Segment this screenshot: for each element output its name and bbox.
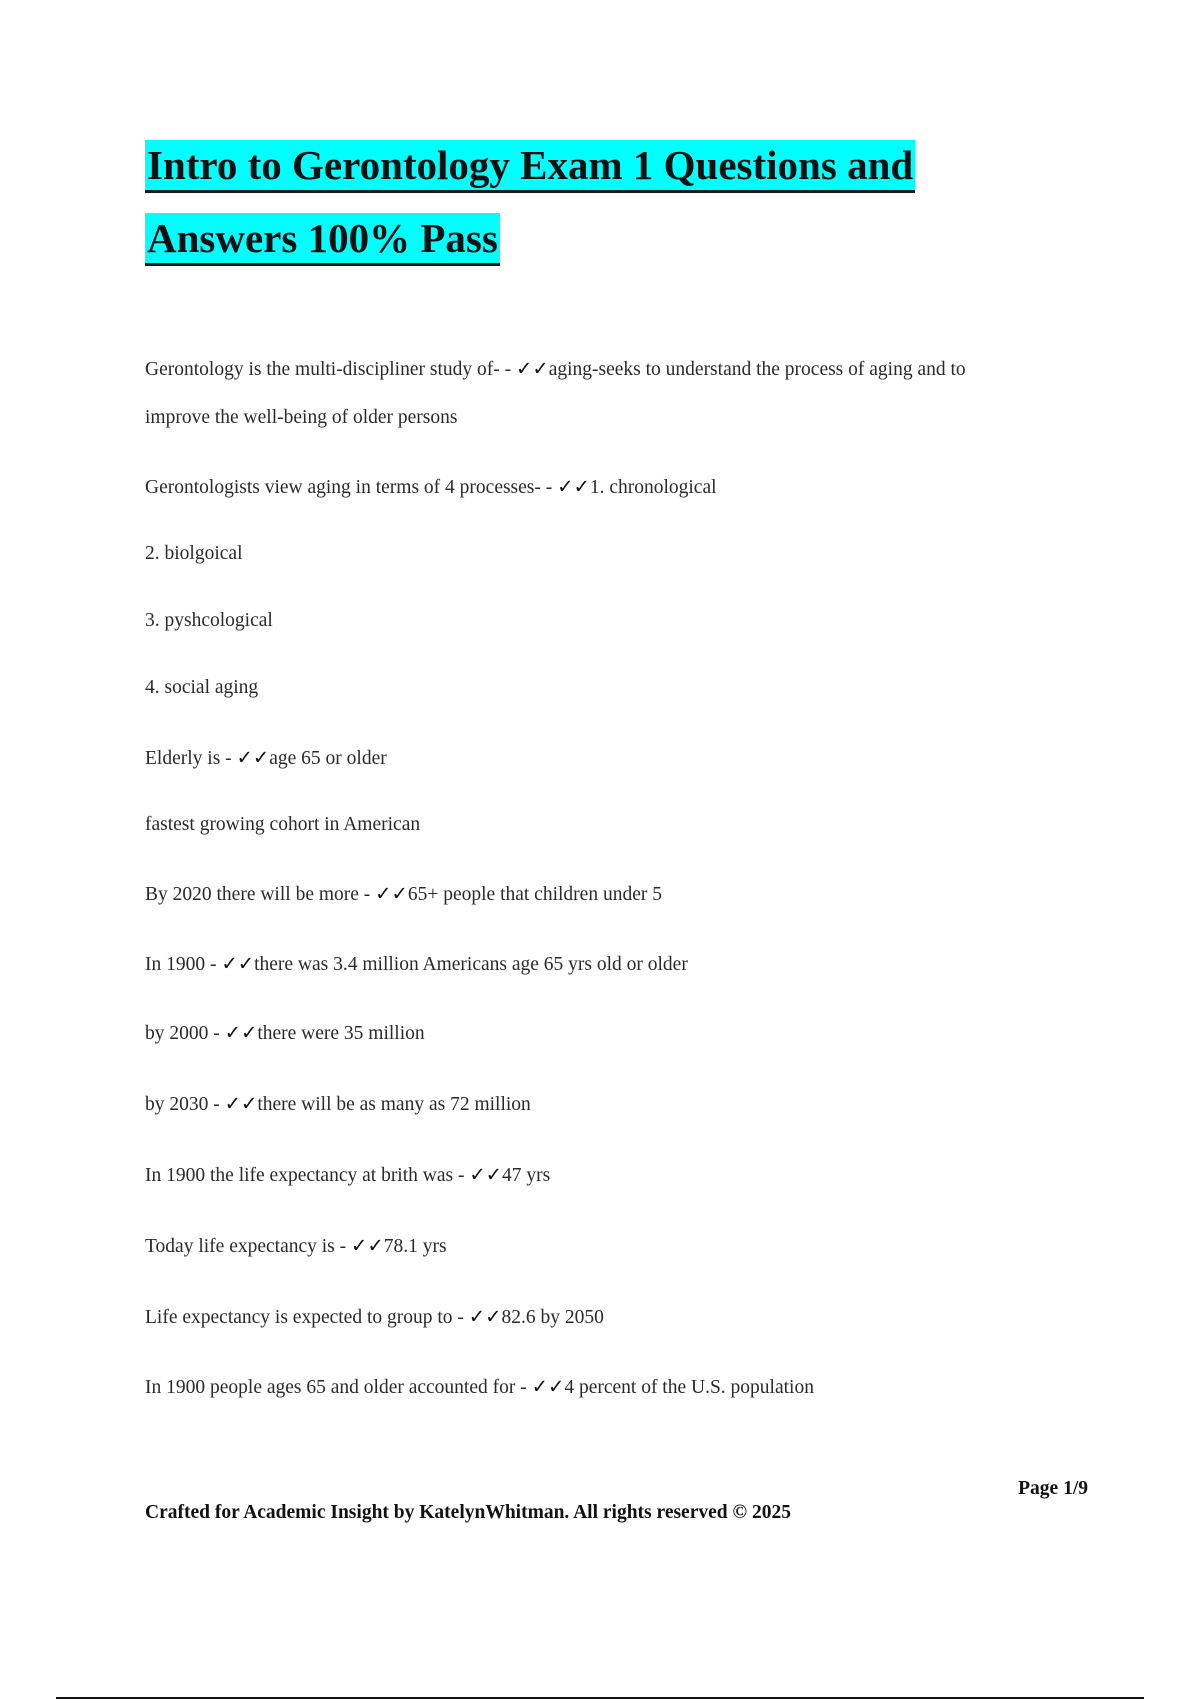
qa-line <box>145 952 688 976</box>
qa-line <box>145 357 966 381</box>
question-text: In 1900 people ages 65 and older accounted for - <box>145 1377 532 1398</box>
answer-text: there will be as many as 72 million <box>257 1094 531 1115</box>
qa-line <box>145 814 420 836</box>
check-icon: ✓✓ <box>236 748 270 769</box>
check-icon: ✓✓ <box>516 359 549 380</box>
qa-line <box>145 610 273 632</box>
footer-credit: Crafted for Academic Insight by KatelynWhitman. All rights reserved © 2025 <box>145 1502 791 1523</box>
check-icon: ✓✓ <box>221 954 255 975</box>
question-text: In 1900 - <box>145 954 222 975</box>
qa-line <box>145 1163 550 1187</box>
answer-text: aging-seeks to understand the process of aging and to <box>548 359 966 380</box>
question-text: By 2020 there will be more - <box>145 884 376 905</box>
qa-line <box>145 407 457 429</box>
qa-line <box>145 1375 814 1399</box>
check-icon: ✓✓ <box>468 1307 502 1328</box>
page-number: Page 1/9 <box>1018 1478 1088 1499</box>
answer-text: 78.1 yrs <box>383 1236 447 1257</box>
answer-text: 4 percent of the U.S. population <box>564 1377 814 1398</box>
check-icon: ✓✓ <box>557 477 590 498</box>
question-text: by 2000 - <box>145 1023 225 1044</box>
question-text: Gerontologists view aging in terms of 4 processes- - <box>145 477 558 498</box>
question-text: Elderly is - <box>145 748 237 769</box>
answer-text: there were 35 million <box>257 1023 425 1044</box>
qa-line <box>145 677 258 699</box>
list-item-text: 4. social aging <box>145 677 259 698</box>
qa-line <box>145 1305 604 1329</box>
bottom-divider <box>56 1697 1144 1699</box>
continuation-text: fastest growing cohort in American <box>145 814 421 835</box>
list-item-text: 3. pyshcological <box>145 610 273 631</box>
check-icon: ✓✓ <box>224 1023 258 1044</box>
answer-text: 1. chronological <box>589 477 717 498</box>
continuation-text: improve the well-being of older persons <box>145 407 458 428</box>
qa-line <box>145 882 662 906</box>
question-text: Gerontology is the multi-discipliner study of- - <box>145 359 516 380</box>
title-line-1: Intro to Gerontology Exam 1 Questions and <box>145 140 915 193</box>
answer-text: there was 3.4 million Americans age 65 yrs old or older <box>254 954 688 975</box>
qa-line <box>145 543 242 565</box>
qa-line <box>145 1021 425 1045</box>
title-line-2: Answers 100% Pass <box>145 213 500 266</box>
answer-text: age 65 or older <box>269 748 387 769</box>
check-icon: ✓✓ <box>224 1094 258 1115</box>
check-icon: ✓✓ <box>351 1236 384 1257</box>
question-text: Today life expectancy is - <box>145 1236 352 1257</box>
question-text: In 1900 the life expectancy at brith was - <box>145 1165 470 1186</box>
check-icon: ✓✓ <box>469 1165 503 1186</box>
list-item-text: 2. biolgoical <box>145 543 243 564</box>
question-text: by 2030 - <box>145 1094 225 1115</box>
qa-line <box>145 1234 447 1258</box>
check-icon: ✓✓ <box>375 884 408 905</box>
qa-line <box>145 1092 531 1116</box>
answer-text: 82.6 by 2050 <box>501 1307 604 1328</box>
answer-text: 47 yrs <box>502 1165 551 1186</box>
qa-line <box>145 475 717 499</box>
question-text: Life expectancy is expected to group to - <box>145 1307 469 1328</box>
check-icon: ✓✓ <box>531 1377 565 1398</box>
qa-line <box>145 746 387 770</box>
document-title <box>145 140 1105 266</box>
answer-text: 65+ people that children under 5 <box>407 884 662 905</box>
